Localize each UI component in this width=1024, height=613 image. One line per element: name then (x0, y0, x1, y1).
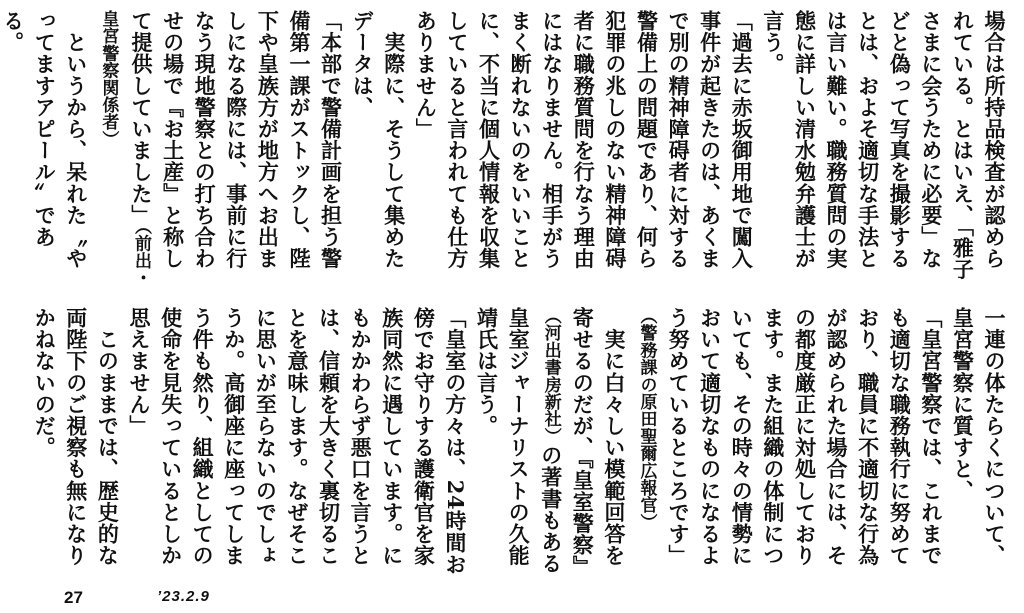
paragraph-text: 場合は所持品検査が認められている。とはいえ、「雅子さまに会うために必要」などと偽って写真を撮影するとは、およそ適切な手法とは言い難い。職務質問の実態に詳しい清水勉弁護士が言う。 (760, 10, 1007, 281)
source-attribution-line (630, 307, 663, 587)
paragraph-text: の著書もある皇室ジャーナリストの久能靖氏は言う。 (474, 307, 564, 575)
paragraph-text: 一連の体たらくについて、皇宮警察に質すと、 (950, 307, 1007, 567)
paragraph (471, 307, 630, 587)
issue-date: ’23.2.9 (157, 588, 210, 605)
insider-quote (92, 10, 347, 290)
paragraph-text: 「本部で警備計画を担う警備第一課がストックし、陛下や皇族方が地方へお出ましになる際には、事前に行なう現地警察との打ち合わせの場で『お土産』と称して提供していました」 (128, 10, 344, 270)
paragraph (29, 307, 124, 587)
paragraph-text: 「皇宮警察では、これまでも適切な職務執行に努めており、職員に不適切な行為が認められた場合には、その都度厳正に対処しております。また組織の体制についても、その時々の情勢において適切なものになるよう努めているところです」 (666, 307, 944, 567)
upper-text-tier (0, 10, 1010, 290)
publisher-note: （河出書房新社） (540, 307, 561, 445)
lower-text-tier (18, 307, 1010, 587)
agency-statement (662, 307, 946, 587)
lawyer-quote (410, 10, 758, 290)
paragraph (0, 10, 92, 290)
paragraph (757, 10, 1010, 290)
paragraph (947, 307, 1010, 587)
paragraph-text: 実に白々しい模範回答を寄せるのだが、『皇室警察』 (570, 307, 627, 578)
source-attribution: （前出・皇宮警察関係者） (98, 10, 151, 287)
page-number: 27 (64, 588, 83, 607)
journalist-quote (123, 307, 471, 587)
paragraph-text: 「過去に赤坂御用地で闖入事件が起きたのは、あくまで別の精神障碍者に対する警備上の問題であり、何ら犯罪の兆しのない精神障碍者に職務質問を行なう理由にはなりません。相手がうまく断れないのをいいことに、不当に個人情報を収集していると言われても仕方ありません」 (413, 10, 755, 270)
paragraph-text: というから、呆れた〝やってますアピール〟である。 (0, 10, 89, 270)
paragraph (347, 10, 410, 290)
paragraph-text: 「皇室の方々は、24時間お傍でお守りする護衛官を家族同然に遇しています。にもかかわらず悪口を言うとは、信頼を大きく裏切ることを意味します。なぜそこに思いが至らないのでしょうか。高御座に座ってしまう件も然り、組織としての使命を見失っているとしか思えません」 (126, 307, 468, 576)
paragraph-text: このままでは、歴史的な両陛下のご視察も無になりかねないのだ。 (32, 307, 121, 567)
paragraph-text: 実際に、そうして集めたデータは、 (350, 10, 407, 270)
source-attribution: （警務課の原田聖爾広報官） (636, 307, 657, 531)
